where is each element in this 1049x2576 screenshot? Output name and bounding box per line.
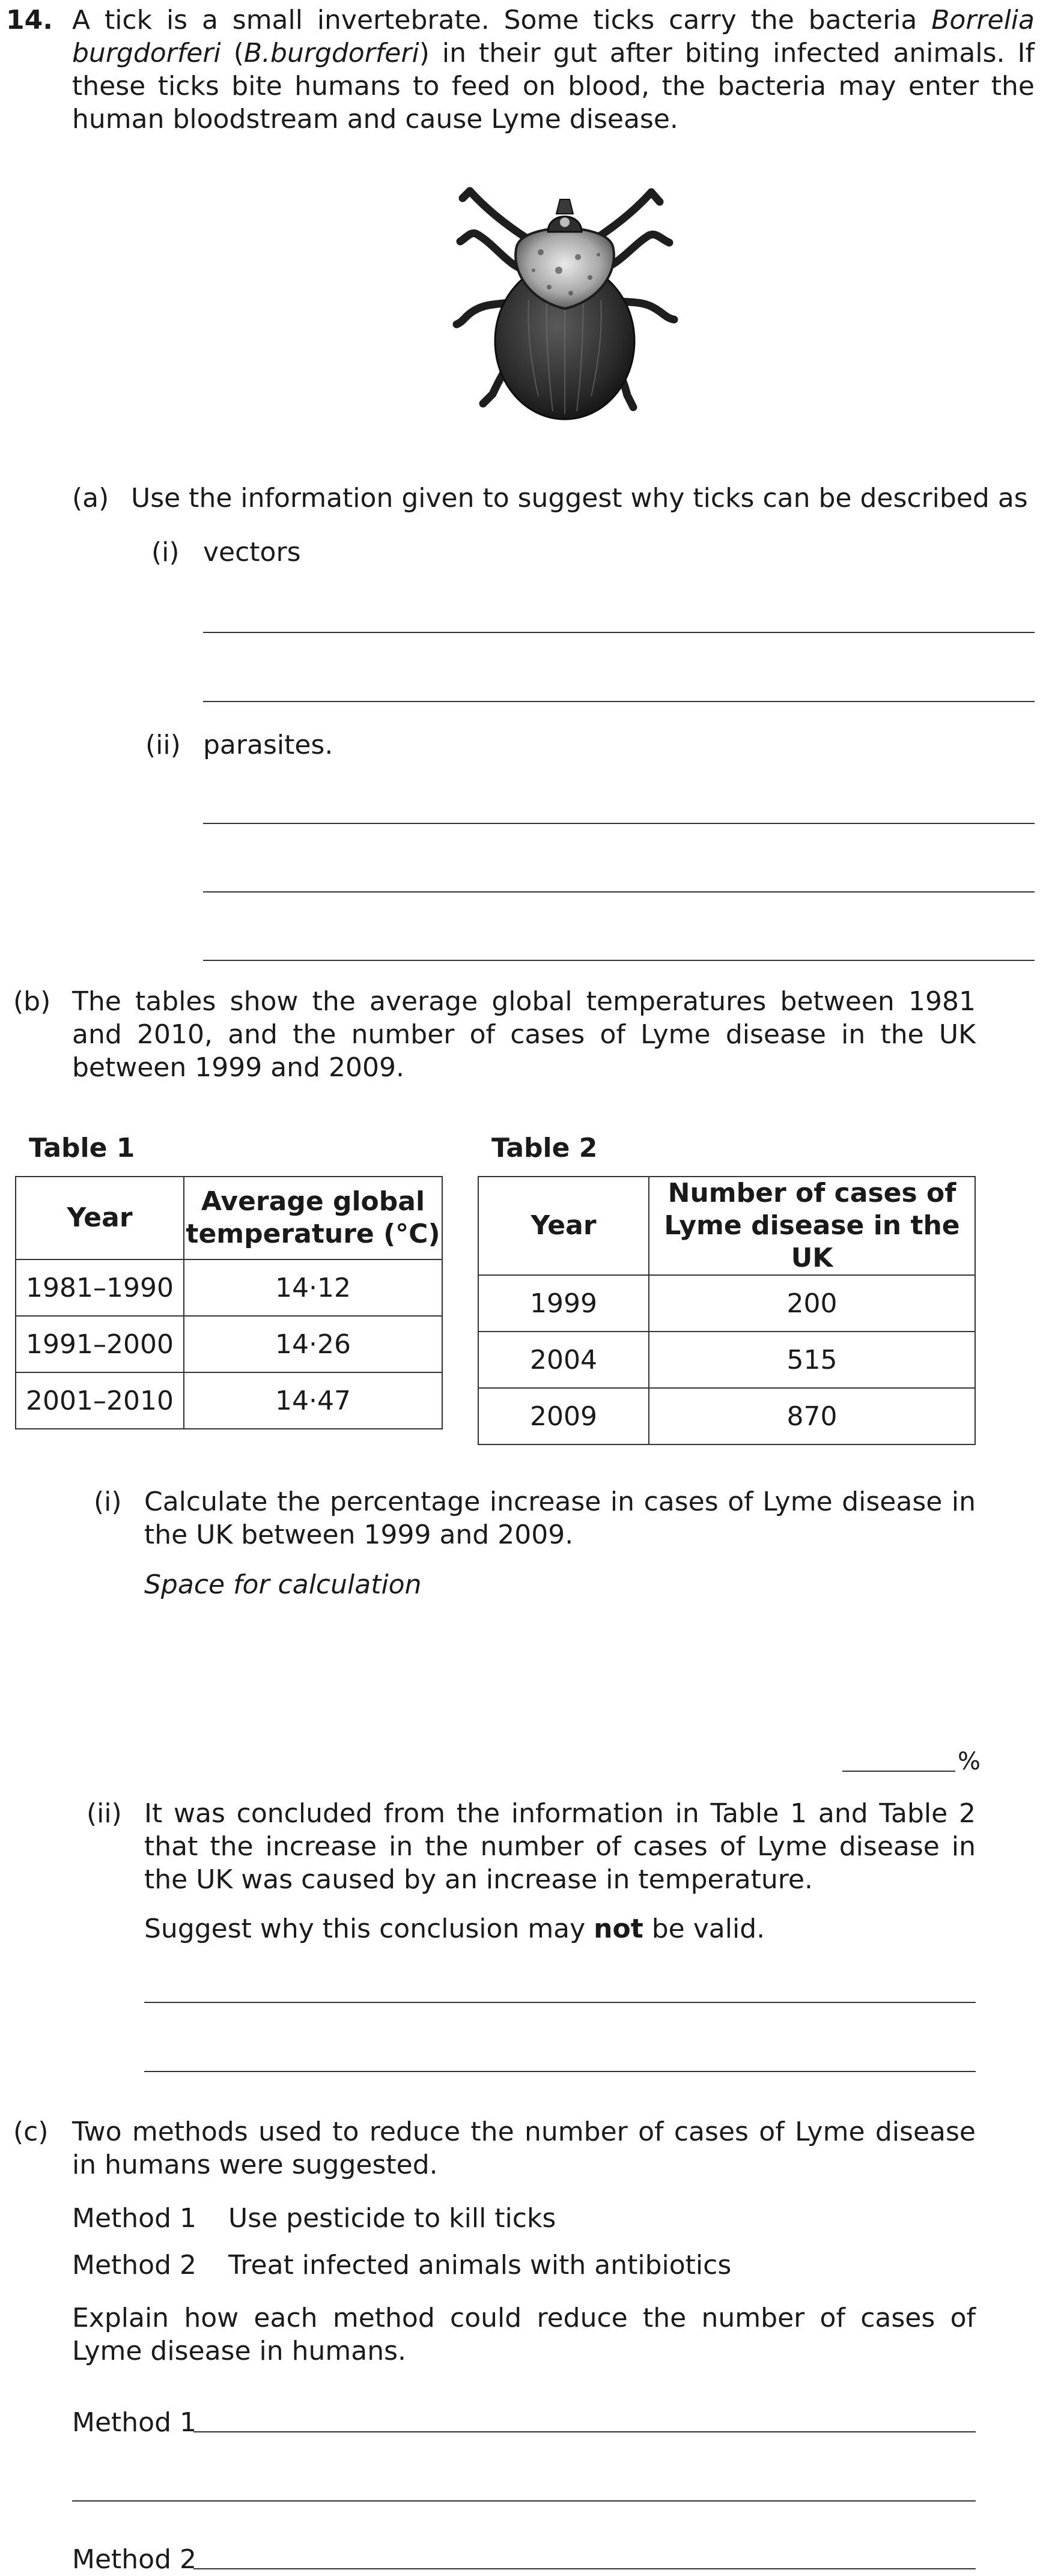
- answer-method-2-label: Method 2: [72, 2544, 197, 2575]
- answer-line-a-ii-1[interactable]: [203, 823, 1035, 824]
- suggest-post: be valid.: [643, 1914, 765, 1944]
- part-a-ii-text: parasites.: [203, 730, 333, 760]
- table-row: [16, 1372, 442, 1429]
- table2-cell-cases: 870: [649, 1388, 975, 1444]
- table1-cell-year: 1991–2000: [16, 1316, 184, 1372]
- part-a-ii-label: (ii): [145, 730, 181, 760]
- species-abbrev: B.burgdorferi: [243, 38, 419, 68]
- answer-line-method-1-a[interactable]: [193, 2431, 976, 2432]
- answer-method-1-label: Method 1: [72, 2407, 197, 2438]
- part-b-i-text: Calculate the percentage increase in cases of Lyme disease in the UK between 1999 and 2009.: [144, 1487, 976, 1550]
- table1-cell-temp: 14·12: [184, 1259, 442, 1316]
- table2-header-cases: Number of cases of Lyme disease in the UK: [649, 1177, 975, 1275]
- part-a-text: Use the information given to suggest why ticks can be described as: [131, 483, 1028, 514]
- table2-header-year: Year: [478, 1177, 649, 1275]
- table1-cell-year: 2001–2010: [16, 1372, 184, 1429]
- table1-header-year: Year: [16, 1177, 184, 1259]
- table2-cell-year: 2009: [478, 1388, 649, 1444]
- answer-line-a-ii-3[interactable]: [203, 960, 1035, 961]
- part-c-text: Two methods used to reduce the number of cases of Lyme disease in humans were suggested.: [72, 2117, 976, 2180]
- part-a-i-text: vectors: [203, 537, 301, 568]
- method-2-label: Method 2: [72, 2250, 197, 2281]
- table1: [15, 1176, 443, 1429]
- answer-line-method-1-b[interactable]: [72, 2500, 976, 2502]
- table2-cell-cases: 515: [649, 1332, 975, 1388]
- part-b-i-label: (i): [94, 1487, 122, 1517]
- part-b-ii-text: It was concluded from the information in Table 1 and Table 2 that the increase in the number of cases of Lyme disease in the UK was caused by an increase in temperature.: [144, 1798, 976, 1895]
- table2-cell-year: 2004: [478, 1332, 649, 1388]
- table2-cell-year: 1999: [478, 1275, 649, 1332]
- table-row: [16, 1316, 442, 1372]
- table1-cell-temp: 14·26: [184, 1316, 442, 1372]
- percent-unit: %: [958, 1748, 981, 1775]
- table-row: [478, 1275, 975, 1332]
- answer-line-b-ii-1[interactable]: [144, 2002, 976, 2003]
- answer-line-a-i-1[interactable]: [203, 632, 1035, 633]
- table-row: [16, 1259, 442, 1316]
- table-row: [478, 1388, 975, 1444]
- method-1-desc: Use pesticide to kill ticks: [228, 2203, 556, 2234]
- part-b-ii-label: (ii): [87, 1798, 122, 1829]
- part-a-label: (a): [72, 483, 109, 514]
- suggest-not: not: [594, 1914, 643, 1944]
- table1-cell-year: 1981–1990: [16, 1259, 184, 1316]
- method-1-label: Method 1: [72, 2203, 197, 2234]
- question-number: 14.: [6, 5, 53, 35]
- table2-cell-cases: 200: [649, 1275, 975, 1332]
- percentage-answer-line[interactable]: [842, 1771, 955, 1772]
- part-b-ii-suggest: [144, 1912, 765, 1945]
- question-intro: [72, 4, 1035, 136]
- calculation-space-note: Space for calculation: [144, 1569, 422, 1600]
- part-c-label: (c): [13, 2117, 49, 2147]
- answer-line-a-i-2[interactable]: [203, 701, 1035, 702]
- table1-title: Table 1: [29, 1133, 135, 1163]
- intro-part1: A tick is a small invertebrate. Some ticks carry the bacteria: [72, 5, 932, 35]
- intro-part3: ) in their gut after biting infected animals. If these ticks bite humans to feed on blood, the bacteria may enter the human bloodstream and cause Lyme disease.: [72, 38, 1035, 135]
- method-2-desc: Treat infected animals with antibiotics: [228, 2250, 732, 2281]
- table2-title: Table 2: [491, 1133, 598, 1163]
- part-b-text: The tables show the average global temperatures between 1981 and 2010, and the number of cases of Lyme disease in the UK between 1999 and 2009.: [72, 986, 976, 1083]
- answer-line-b-ii-2[interactable]: [144, 2071, 976, 2072]
- species-name: Borrelia burgdorferi: [72, 5, 1035, 68]
- table1-cell-temp: 14·47: [184, 1372, 442, 1429]
- intro-part2: (: [220, 38, 244, 68]
- answer-line-method-2-a[interactable]: [193, 2568, 976, 2569]
- suggest-pre: Suggest why this conclusion may: [144, 1914, 594, 1944]
- part-b-label: (b): [13, 986, 51, 1017]
- table-row: [478, 1332, 975, 1388]
- part-c-explain: Explain how each method could reduce the number of cases of Lyme disease in humans.: [72, 2303, 976, 2366]
- part-a-i-label: (i): [151, 537, 180, 568]
- table2: [478, 1176, 976, 1445]
- table1-header-temp: Average global temperature (°C): [184, 1177, 442, 1259]
- tick-illustration: [421, 180, 709, 432]
- answer-line-a-ii-2[interactable]: [203, 891, 1035, 893]
